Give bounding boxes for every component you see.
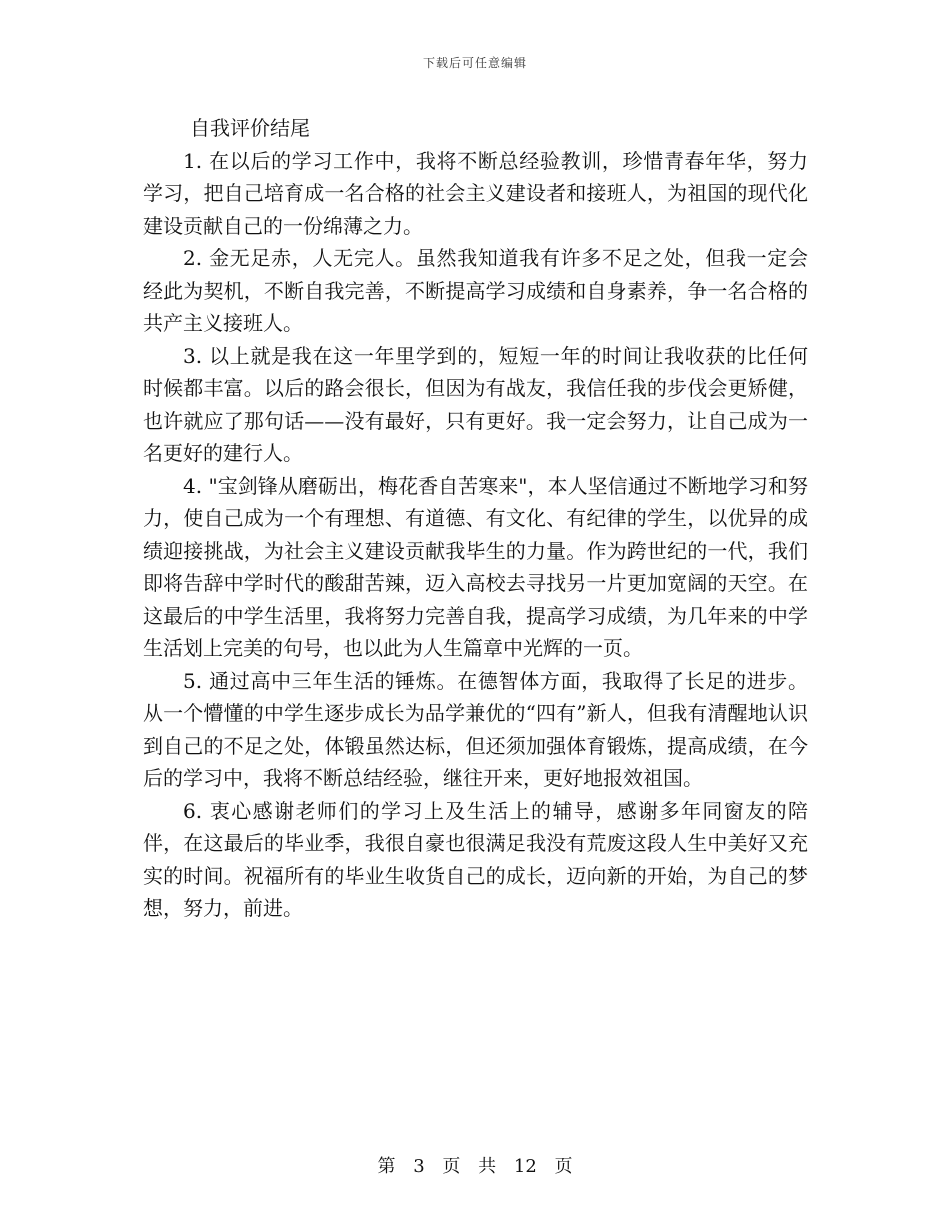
paragraph-4: 4. "宝剑锋从磨砺出，梅花香自苦寒来"，本人坚信通过不断地学习和努力，使自己成为一个有理想、有道德、有文化、有纪律的学生，以优异的成绩迎接挑战，为社会主义建设贡献我毕生的力量。作为跨世纪的一代，我们即将告辞中学时代的酸甜苦辣，迈入高校去寻找另一片更加宽阔的天空。在这最后的中学生活里，我将努力完善自我，提高学习成绩，为几年来的中学生活划上完美的句号，也以此为人生篇章中光辉的一页。 bbox=[143, 473, 808, 660]
footer-prefix: 第 bbox=[377, 1156, 396, 1177]
paragraph-6: 6. 衷心感谢老师们的学习上及生活上的辅导，感谢多年同窗友的陪伴，在这最后的毕业季，我很自豪也很满足我没有荒废这段人生中美好又充实的时间。祝福所有的毕业生收货自己的成长，迈向新的开始，为自己的梦想，努力，前进。 bbox=[143, 798, 808, 920]
document-body bbox=[143, 112, 808, 925]
paragraph-1: 1. 在以后的学习工作中，我将不断总经验教训，珍惜青春年华，努力学习，把自己培育成一名合格的社会主义建设者和接班人，为祖国的现代化建设贡献自己的一份绵薄之力。 bbox=[143, 148, 808, 238]
paragraph-5: 5. 通过高中三年生活的锤炼。在德智体方面，我取得了长足的进步。从一个懵懂的中学生逐步成长为品学兼优的“四有”新人，但我有清醒地认识到自己的不足之处，体锻虽然达标，但还须加强体育锻炼，提高成绩，在今后的学习中，我将不断总结经验，继往开来，更好地报效祖国。 bbox=[143, 668, 808, 790]
total-page-count: 12 bbox=[513, 1156, 537, 1177]
current-page-number: 3 bbox=[413, 1156, 425, 1177]
footer-page-word: 页 bbox=[442, 1156, 461, 1177]
paragraph-3: 3. 以上就是我在这一年里学到的，短短一年的时间让我收获的比任何时候都丰富。以后的路会很长，但因为有战友，我信任我的步伐会更矫健，也许就应了那句话——没有最好，只有更好。我一定会努力，让自己成为一名更好的建行人。 bbox=[143, 343, 808, 465]
footer-suffix: 页 bbox=[554, 1156, 573, 1177]
page-footer bbox=[0, 1152, 950, 1178]
document-title: 自我评价结尾 bbox=[190, 116, 310, 140]
header-note: 下载后可任意编辑 bbox=[422, 56, 527, 70]
footer-total-word: 共 bbox=[478, 1156, 497, 1177]
paragraph-2: 2. 金无足赤，人无完人。虽然我知道我有许多不足之处，但我一定会经此为契机，不断自我完善，不断提高学习成绩和自身素养，争一名合格的共产主义接班人。 bbox=[143, 246, 808, 335]
